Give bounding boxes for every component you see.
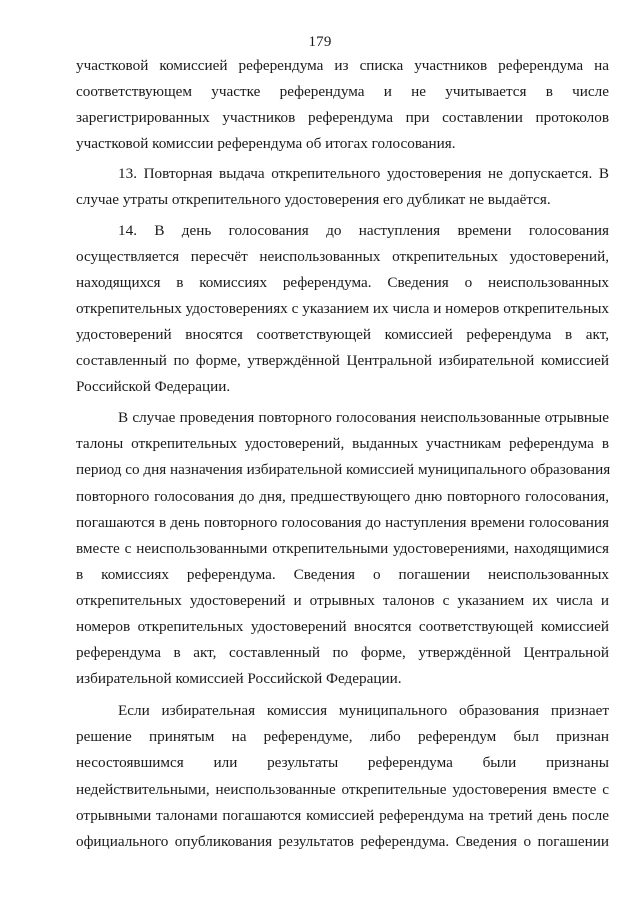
text-line: случае утраты открепительного удостоверения его дубликат не выдаётся. xyxy=(76,191,551,209)
text-line: референдума в акт, составленный по форме, утверждённой Центральной xyxy=(76,644,609,662)
text-line: повторного голосования до дня, предшествующего дню повторного голосования, xyxy=(76,487,609,505)
text-line: погашаются в день повторного голосования до наступления времени голосования xyxy=(76,513,609,531)
text-line: талоны открепительных удостоверений, выданных участникам референдума в xyxy=(76,435,609,453)
text-line: удостоверений вносятся соответствующей комиссией референдума в акт, xyxy=(76,325,609,343)
text-line: Российской Федерации. xyxy=(76,378,231,396)
text-line: 13. Повторная выдача открепительного удостоверения не допускается. В xyxy=(118,165,609,183)
text-line: несостоявшимся или результаты референдума были признаны xyxy=(76,754,609,772)
text-line: находящихся в комиссиях референдума. Сведения о неиспользованных xyxy=(76,273,609,291)
text-line: осуществляется пересчёт неиспользованных открепительных удостоверений, xyxy=(76,247,609,265)
paragraph xyxy=(76,161,609,213)
text-line: зарегистрированных участников референдума при составлении протоколов xyxy=(76,109,609,127)
text-line: 14. В день голосования до наступления времени голосования xyxy=(118,221,609,239)
text-line: участковой комиссией референдума из списка участников референдума на xyxy=(76,57,609,74)
document-body xyxy=(76,53,609,855)
text-line: недействительными, неиспользованные открепительные удостоверения вместе с xyxy=(76,780,609,798)
paragraph xyxy=(76,405,609,692)
page-number: 179 xyxy=(308,34,332,50)
text-line: период со дня назначения избирательной комиссией муниципального образования xyxy=(76,461,611,479)
text-line: в комиссиях референдума. Сведения о погашении неиспользованных xyxy=(76,565,609,583)
text-line: соответствующем участке референдума и не учитывается в числе xyxy=(76,83,609,101)
text-line: номеров открепительных удостоверений вносятся соответствующей комиссией xyxy=(76,617,609,635)
text-line: избирательной комиссией Российской Федерации. xyxy=(76,670,402,688)
text-line: открепительных удостоверений и отрывных талонов с указанием их числа и xyxy=(76,591,609,609)
paragraph xyxy=(76,218,609,401)
text-line: участковой комиссии референдума об итогах голосования. xyxy=(76,135,456,153)
text-line: вместе с неиспользованными открепительными удостоверениями, находящимися xyxy=(76,539,609,557)
text-line: составленный по форме, утверждённой Центральной избирательной комиссией xyxy=(76,352,609,370)
paragraph xyxy=(76,53,609,157)
text-line: В случае проведения повторного голосования неиспользованные отрывные xyxy=(118,409,609,427)
text-line: Если избирательная комиссия муниципального образования признает xyxy=(118,702,609,720)
paragraph xyxy=(76,698,609,855)
text-line: решение принятым на референдуме, либо референдум был признан xyxy=(76,728,609,746)
text-line: отрывными талонами погашаются комиссией референдума на третий день после xyxy=(76,806,609,824)
text-line: открепительных удостоверениях с указанием их числа и номеров открепительных xyxy=(76,299,609,317)
text-line: официального опубликования результатов референдума. Сведения о погашении xyxy=(76,832,609,850)
